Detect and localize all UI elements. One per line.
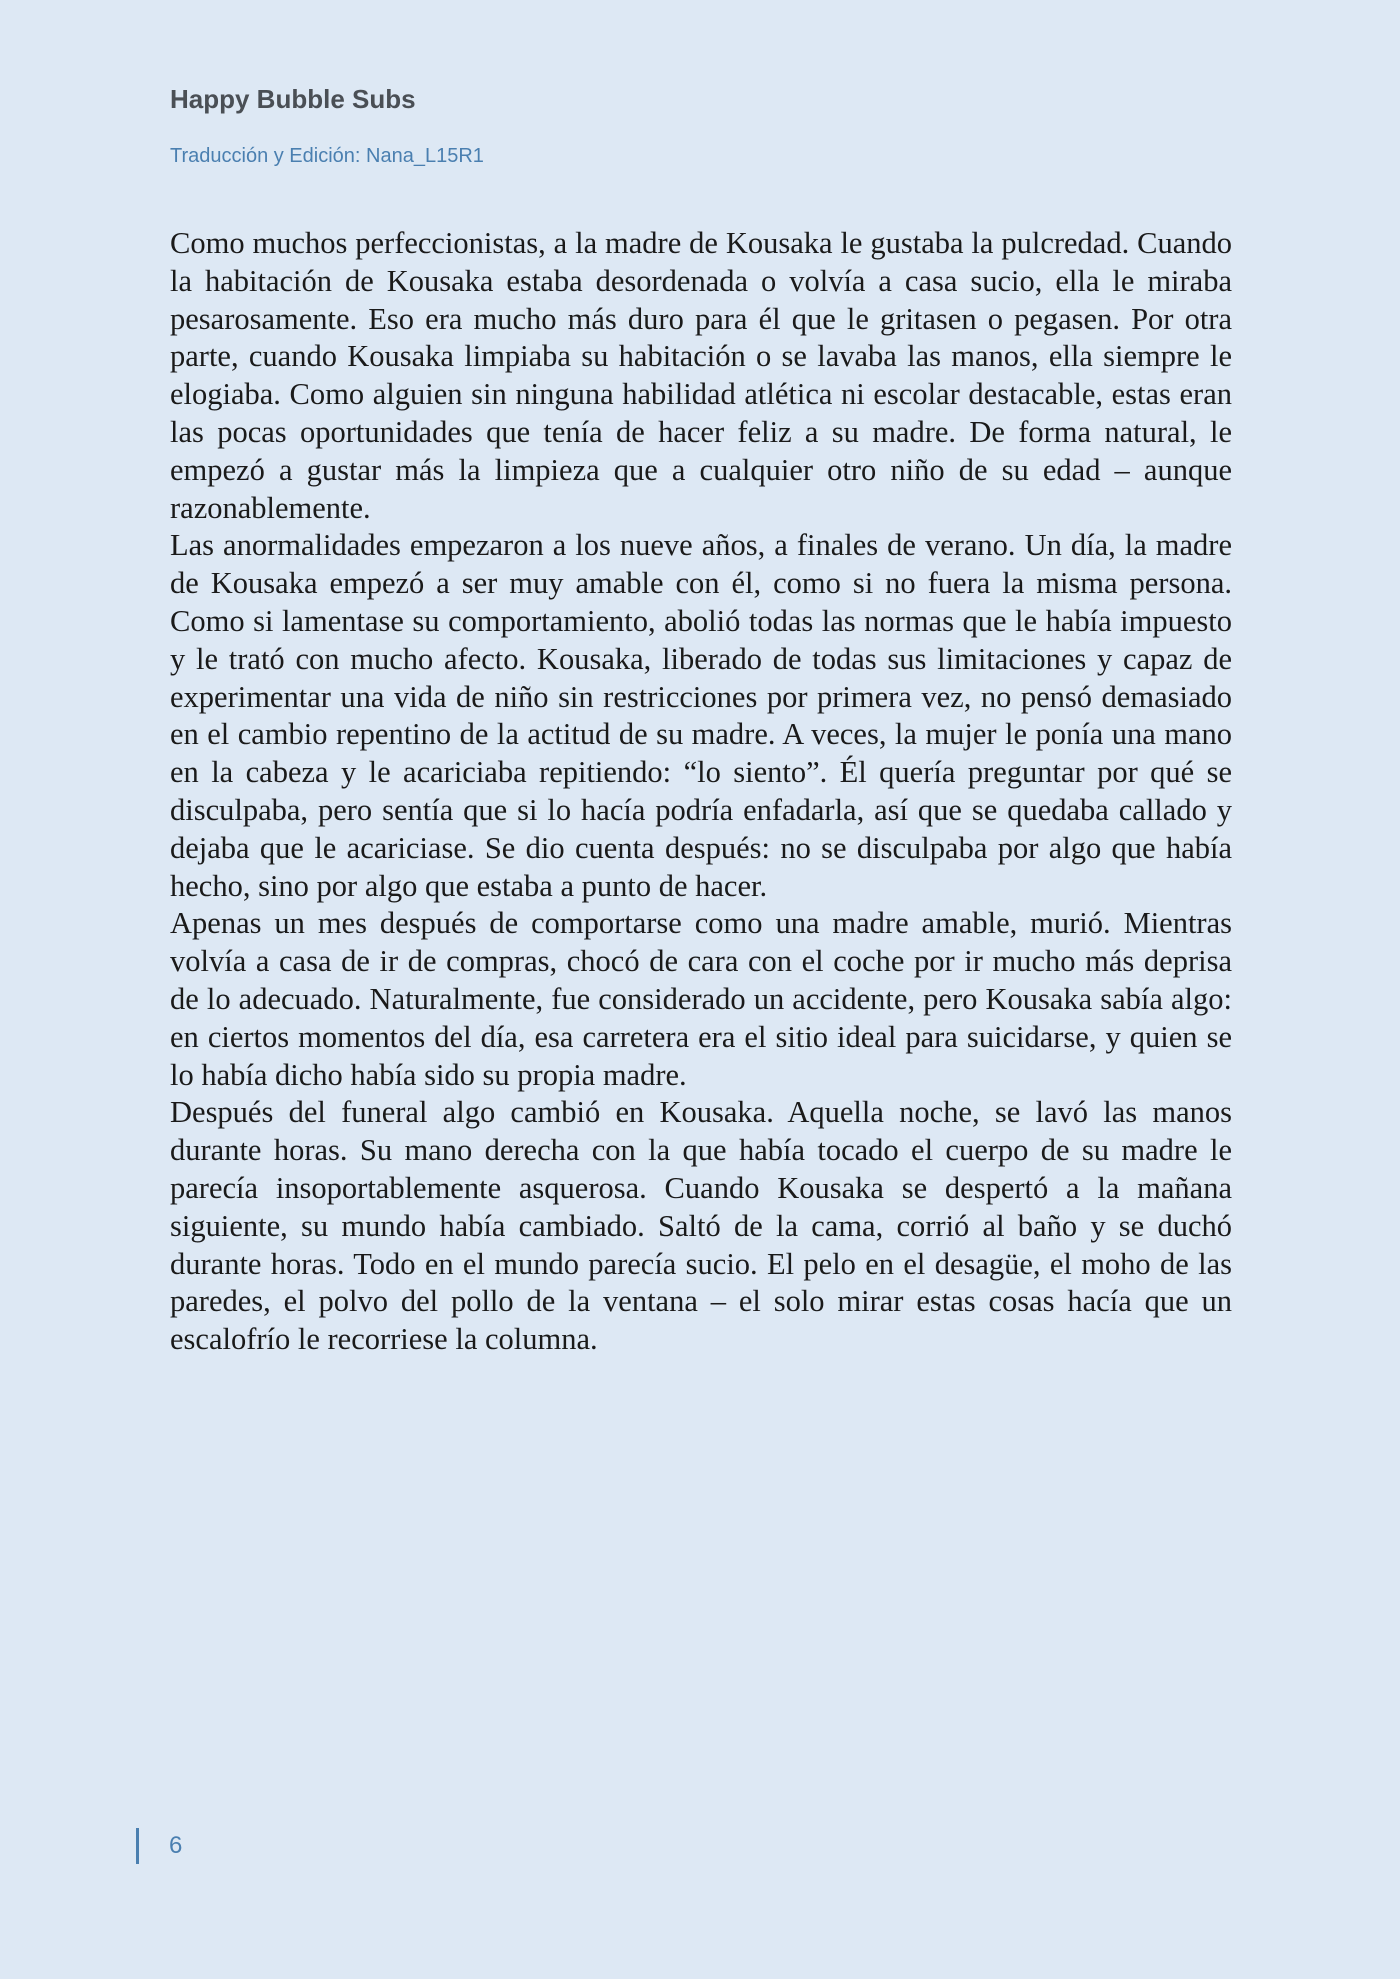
header-title: Happy Bubble Subs (170, 84, 416, 114)
page-number: 6 (169, 1832, 183, 1859)
paragraph: Como muchos perfeccionistas, a la madre de Kousaka le gustaba la pulcredad. Cuando la habitación de Kousaka estaba desordenada o volvía a casa sucio, ella le miraba pesarosamente. Eso era mucho más duro para él que le gritasen o pegasen. Por otra parte, cuando Kousaka limpiaba su habitación o se lavaba las manos, ella siempre le elogiaba. Como alguien sin ninguna habilidad atlética ni escolar destacable, estas eran las pocas oportunidades que tenía de hacer feliz a su madre. De forma natural, le empezó a gustar más la limpieza que a cualquier otro niño de su edad – aunque razonablemente. (170, 226, 1232, 525)
paragraph: Apenas un mes después de comportarse como una madre amable, murió. Mientras volvía a casa de ir de compras, chocó de cara con el coche por ir mucho más deprisa de lo adecuado. Naturalmente, fue considerado un accidente, pero Kousaka sabía algo: en ciertos momentos del día, esa carretera era el sitio ideal para suicidarse, y quien se lo había dicho había sido su propia madre. (170, 906, 1232, 1092)
header-credits: Traducción y Edición: Nana_L15R1 (170, 145, 484, 167)
paragraph: Después del funeral algo cambió en Kousaka. Aquella noche, se lavó las manos durante horas. Su mano derecha con la que había tocado el cuerpo de su madre le parecía insoportablemente asquerosa. Cuando Kousaka se despertó a la mañana siguiente, su mundo había cambiado. Saltó de la cama, corrió al baño y se duchó durante horas. Todo en el mundo parecía sucio. El pelo en el desagüe, el moho de las paredes, el polvo del pollo de la ventana – el solo mirar estas cosas hacía que un escalofrío le recorriese la columna. (170, 1095, 1232, 1357)
paragraph: Las anormalidades empezaron a los nueve años, a finales de verano. Un día, la madre de Kousaka empezó a ser muy amable con él, como si no fuera la misma persona. Como si lamentase su comportamiento, abolió todas las normas que le había impuesto y le trató con mucho afecto. Kousaka, liberado de todas sus limitaciones y capaz de experimentar una vida de niño sin restricciones por primera vez, no pensó demasiado en el cambio repentino de la actitud de su madre. A veces, la mujer le ponía una mano en la cabeza y le acariciaba repitiendo: “lo siento”. Él quería preguntar por qué se disculpaba, pero sentía que si lo hacía podría enfadarla, así que se quedaba callado y dejaba que le acariciase. Se dio cuenta después: no se disculpaba por algo que había hecho, sino por algo que estaba a punto de hacer. (170, 528, 1232, 903)
page-footer (136, 1828, 182, 1864)
footer-divider (136, 1828, 139, 1864)
body-text (170, 225, 1232, 1359)
